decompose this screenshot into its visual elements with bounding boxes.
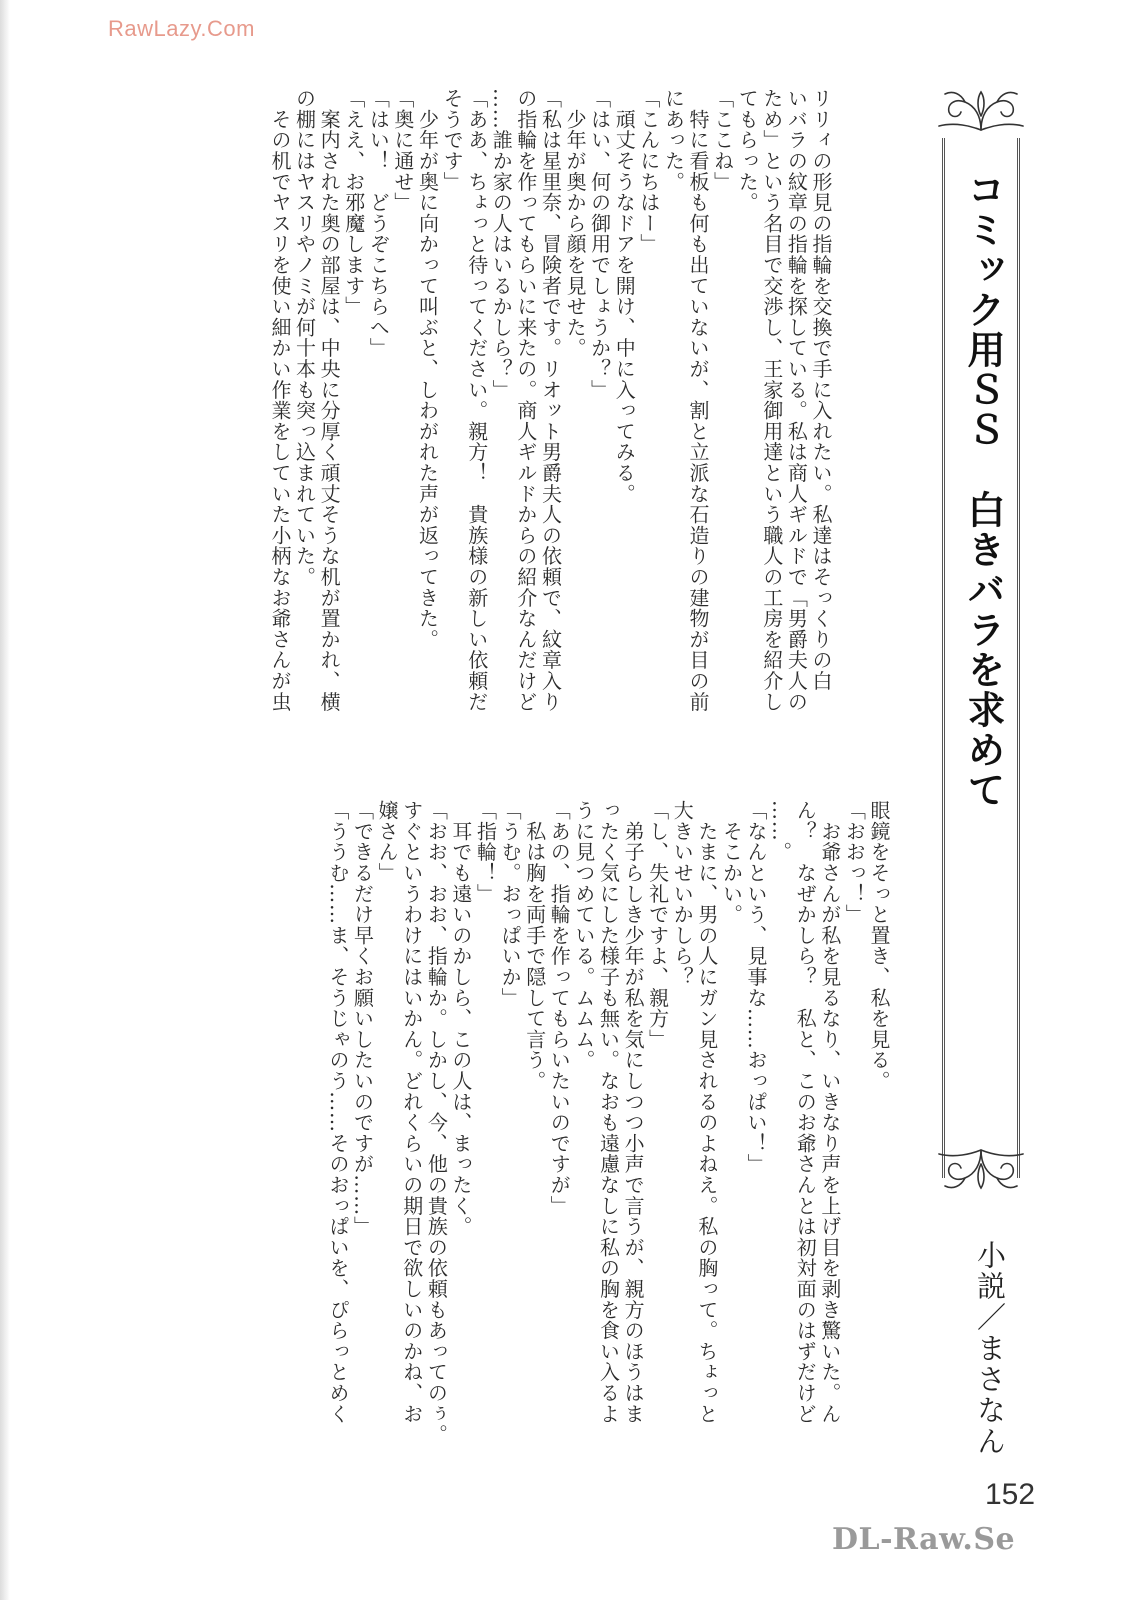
text-line: 私は胸を両手で隠して言う。 [522,800,547,1092]
text-line: リリィの形見の指輪を交換で手に入れたい。私達はそっくりの白 [809,88,833,692]
text-line: お爺さんが私を見るなり、いきなり声を上げ目を剥き驚いた。ん [817,800,842,1424]
text-line: その机でヤスリを使い細かい作業をしていた小柄なお爺さんが虫 [267,88,292,712]
text-line: 「こんにちはー」 [636,88,661,255]
text-line: 「おおっ！」 [842,800,867,925]
text-line: 頑丈そうなドアを開け、中に入ってみる。 [612,88,637,504]
text-line: ……誰か家の人はいるかしら？」 [489,88,514,400]
text-line: 眼鏡をそっと置き、私を見る。 [867,800,891,1092]
text-line: 案内された奥の部屋は、中央に分厚く頑丈そうな机が置かれ、横 [317,88,342,712]
text-line: ん？ なぜかしら？ 私と、このお爺さんとは初対面のはずだけど [793,800,818,1424]
text-line: ……。 [768,800,793,863]
text-line: 「私は星里奈、冒険者です。リオット男爵夫人の依頼で、紋章入り [538,88,563,712]
text-line: そこかい。 [719,800,744,925]
text-line: 特に看板も何も出ていないが、割と立派な石造りの建物が目の前 [686,88,711,712]
text-line: 弟子らしき少年が私を気にしつつ小声で言うが、親方のほうはま [621,800,646,1424]
text-line: うに見つめている。ムムム。 [571,800,596,1071]
text-line: の棚にはヤスリやノミが何十本も突っ込まれていた。 [292,88,317,588]
text-line: 耳でも遠いのかしら、この人は、まったく。 [448,800,473,1237]
text-line: 「指輪！」 [473,800,498,904]
text-line: 大きいせいかしら？ [670,800,695,988]
page-number: 152 [985,1478,1036,1511]
text-line: 「はい！ どうぞこちらへ」 [366,88,391,359]
text-line: 「はい、何の御用でしょうか？」 [587,88,612,400]
page-gutter-shadow [0,0,10,1600]
text-line: 「あの、指輪を作ってもらいたいのですが」 [547,800,572,1216]
text-line: 「ああ、ちょっと待ってください。親方！ 貴族様の新しい依頼だ [464,88,489,712]
author-credit: 小説／まさなん [973,1240,1007,1457]
text-line: 「奥に通せ」 [390,88,415,213]
text-line: 「ここね」 [710,88,735,192]
text-line: たまに、男の人にガン見されるのよねえ。私の胸って。ちょっと [694,800,719,1424]
flourish-bottom-ornament [935,1148,1027,1194]
text-line: 「し、失礼ですよ、親方」 [645,800,670,1050]
text-line: 少年が奥に向かって叫ぶと、しわがれた声が返ってきた。 [415,88,440,650]
text-line: すぐというわけにはいかん。どれくらいの期日で欲しいのかね、お [399,800,424,1424]
text-line: 「ううむ……ま、そうじゃのう……そのおっぱいを、ぴらっとめく [325,800,350,1424]
text-line: てもらった。 [735,88,760,213]
flourish-top-ornament [935,86,1027,132]
watermark-top: RawLazy.Com [108,16,255,41]
body-text-lower [325,800,891,1445]
text-line: 「うむ。おっぱいか」 [498,800,523,1008]
text-line: の指輪を作ってもらいに来たの。商人ギルドからの紹介なんだけど [513,88,538,712]
text-line: 「ええ、お邪魔します」 [341,88,366,317]
text-line: ったく気にした様子も無い。なおも遠慮なしに私の胸を食い入るよ [596,800,621,1424]
text-line: ため」という名目で交渉し、王家御用達という職人の工房を紹介し [759,88,784,712]
text-line: 「おお、おお、指輪か。しかし、今、他の貴族の依頼もあってのぅ。 [424,800,449,1445]
story-title: コミック用ＳＳ 白きバラを求めて [961,170,1006,810]
text-line: 「なんという、見事な……おっぱい！」 [744,800,769,1175]
watermark-bottom: DL-Raw.Se [832,1522,1016,1557]
text-line: そうです」 [440,88,465,192]
text-line: 少年が奥から顔を見せた。 [563,88,588,359]
text-line: いバラの紋章の指輪を探している。私は商人ギルドで「男爵夫人の [784,88,809,712]
text-line: 嬢さん」 [375,800,400,884]
body-text-upper [267,88,833,758]
text-line: 「できるだけ早くお願いしたいのですが……」 [350,800,375,1237]
text-line: にあった。 [661,88,686,192]
